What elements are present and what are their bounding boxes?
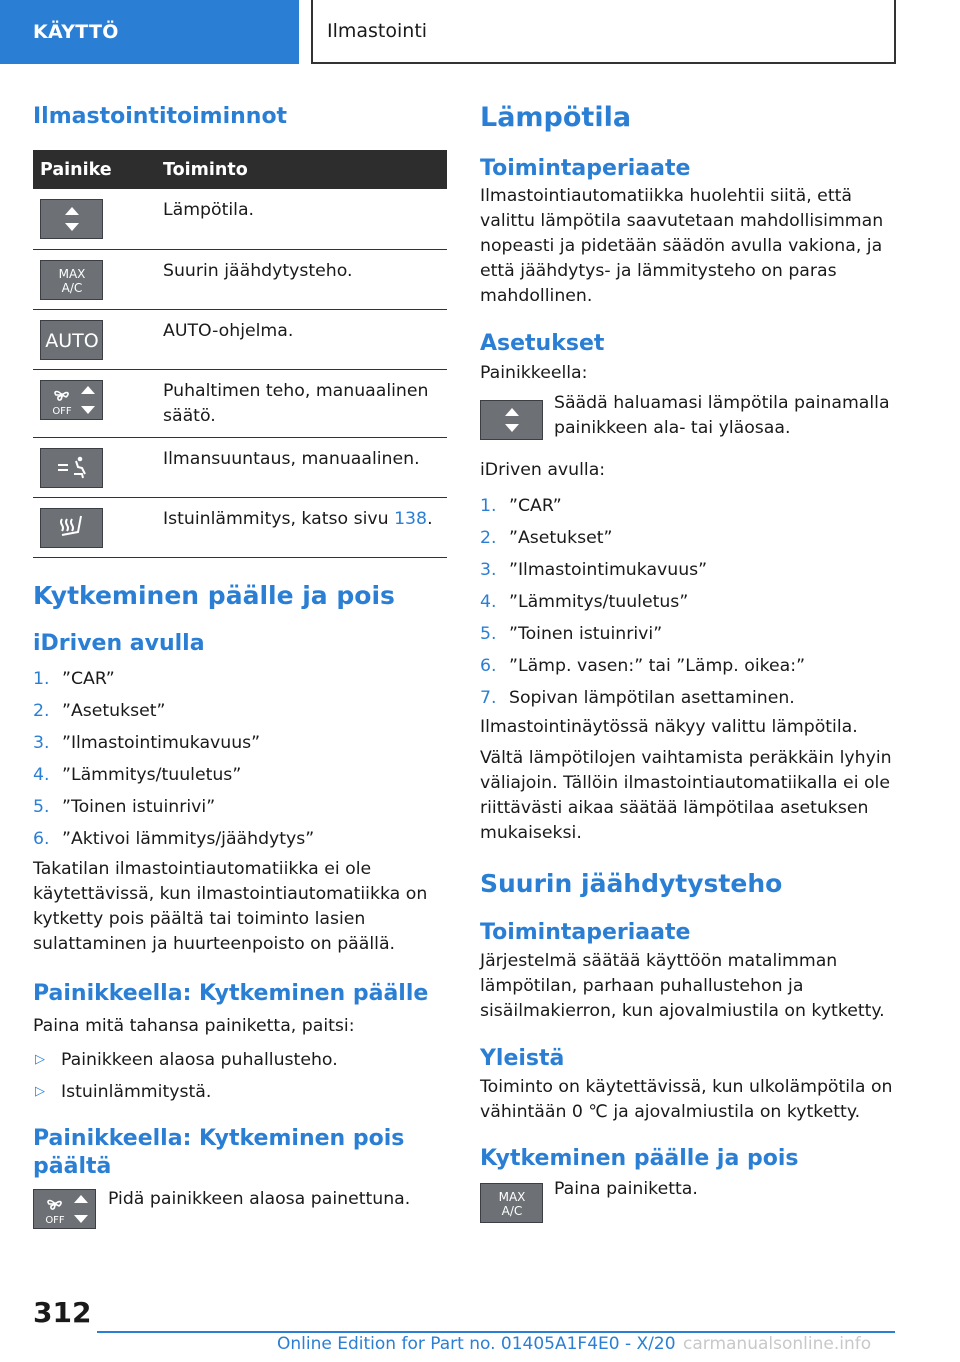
svg-text:A/C: A/C <box>501 1204 522 1218</box>
table-cell-text: Puhaltimen teho, manuaalinen säätö. <box>157 369 447 437</box>
button-off-heading: Painikkeella: Kytkeminen pois päältä <box>33 1125 405 1179</box>
list-item: 2. ”Asetukset” <box>480 528 613 548</box>
maxcool-heading: Suurin jäähdytysteho <box>480 869 783 898</box>
list-item: 3. ”Ilmastointimukavuus” <box>480 560 708 580</box>
temperature-rocker-icon <box>480 400 543 440</box>
maxcool-principle-heading: Toimintaperiaate <box>480 920 691 945</box>
settings-label: Painikkeella: <box>480 363 588 383</box>
table-row <box>33 249 447 309</box>
settings-button-row <box>480 395 900 453</box>
air-distribution-icon <box>40 448 103 488</box>
page-link[interactable]: 138 <box>394 508 428 529</box>
list-item: 5. ”Toinen istuinrivi” <box>480 624 663 644</box>
table-header-function: Toiminto <box>157 150 447 189</box>
footer-rule <box>97 1331 895 1333</box>
max-ac-icon <box>480 1183 543 1223</box>
list-item: 1. ”CAR” <box>33 668 115 689</box>
button-off-row <box>33 1187 447 1231</box>
idrive-heading: iDriven avulla <box>33 630 205 656</box>
settings-button-text: Säädä haluamasi lämpötila painamalla painikkeen ala- tai yläosaa. <box>554 393 890 438</box>
table-cell-text: Suurin jäähdytysteho. <box>157 249 447 309</box>
list-item: ▷ Istuinlämmitystä. <box>35 1081 212 1102</box>
list-item: 5. ”Toinen istuinrivi” <box>33 796 216 817</box>
idrive-note: Takatilan ilmastointiautomatiikka ei ole käytettävissä, kun ilmastointiautomatiikka on kytketty pois päältä tai toiminto lasien sulattaminen ja huurteenpoisto on päällä. <box>33 858 428 954</box>
onoff-heading: Kytkeminen päälle ja pois <box>33 580 395 610</box>
svg-text:OFF: OFF <box>51 405 72 417</box>
settings-heading: Asetukset <box>480 331 605 356</box>
idrive-steps <box>33 663 447 855</box>
display-text: Ilmastointinäytössä näkyy valittu lämpötila. <box>480 717 858 737</box>
watermark: carmanualsonline.info <box>683 1334 872 1354</box>
maxcool-button-row <box>480 1181 900 1225</box>
page-number: 312 <box>33 1296 92 1329</box>
idrive-steps <box>480 490 900 714</box>
list-item: 4. ”Lämmitys/tuuletus” <box>480 592 689 612</box>
maxcool-button-text: Paina painiketta. <box>554 1179 698 1199</box>
list-item: 4. ”Lämmitys/tuuletus” <box>33 764 242 785</box>
max-ac-icon <box>40 260 103 300</box>
table-row <box>33 369 447 437</box>
page-header <box>0 0 960 66</box>
list-item: 3. ”Ilmastointimukavuus” <box>33 732 261 753</box>
button-on-text: Paina mitä tahansa painiketta, paitsi: <box>33 1015 355 1036</box>
list-item: 6. ”Aktivoi lämmitys/jäähdytys” <box>33 828 315 849</box>
fan-off-icon <box>33 1189 96 1229</box>
temperature-heading: Lämpötila <box>480 102 632 133</box>
svg-text:A/C: A/C <box>61 280 82 295</box>
list-item: 2. ”Asetukset” <box>33 700 166 721</box>
list-item: 6. ”Lämp. vasen:” tai ”Lämp. oikea:” <box>480 656 806 676</box>
functions-heading: Ilmastointitoiminnot <box>33 104 288 129</box>
principle-heading: Toimintaperiaate <box>480 156 691 181</box>
svg-text:AUTO: AUTO <box>44 329 99 352</box>
svg-text:MAX: MAX <box>498 1190 525 1204</box>
table-cell-text: Lämpötila. <box>157 189 447 249</box>
page-title: Ilmastointi <box>311 0 896 64</box>
table-row <box>33 437 447 497</box>
button-on-exceptions <box>33 1044 447 1108</box>
edition-text: Online Edition for Part no. 01405A1F4E0 - X/20 <box>277 1334 676 1354</box>
temperature-rocker-icon <box>40 199 103 239</box>
left-column <box>33 96 447 1231</box>
table-header-button: Painike <box>33 150 157 189</box>
seat-heating-icon <box>40 508 103 548</box>
general-text: Toiminto on käytettävissä, kun ulkolämpötila on vähintään 0 ℃ ja ajovalmiustila on kytketty. <box>480 1077 893 1122</box>
svg-text:OFF: OFF <box>44 1214 65 1226</box>
auto-icon <box>40 320 103 360</box>
maxcool-principle-text: Järjestelmä säätää käyttöön matalimman lämpötilan, parhaan puhallustehon ja sisäilmakierron, kun ajovalmiustila on kytketty. <box>480 951 885 1021</box>
avoid-text: Vältä lämpötilojen vaihtamista peräkkäin lyhyin väliajoin. Tällöin ilmastointiautomatiikalla ei ole riittävästi aikaa säätää lämpötilaa asetuksen mukaiseksi. <box>480 748 892 843</box>
list-item: 1. ”CAR” <box>480 496 562 516</box>
list-item: 7. Sopivan lämpötilan asettaminen. <box>480 688 795 708</box>
section-tab: KÄYTTÖ <box>0 0 299 64</box>
general-heading: Yleistä <box>480 1046 565 1071</box>
table-cell-text: Ilmansuuntaus, manuaalinen. <box>157 437 447 497</box>
svg-text:MAX: MAX <box>58 266 85 281</box>
table-cell-text: AUTO-ohjelma. <box>157 309 447 369</box>
list-item: ▷ Painikkeen alaosa puhallusteho. <box>35 1049 338 1070</box>
idrive-label: iDriven avulla: <box>480 460 606 480</box>
table-cell-text: Istuinlämmitys, katso sivu 138. <box>157 497 447 557</box>
table-row <box>33 309 447 369</box>
right-column <box>480 96 900 1225</box>
functions-table <box>33 150 447 558</box>
table-row <box>33 189 447 249</box>
principle-text: Ilmastointiautomatiikka huolehtii siitä, että valittu lämpötila saavutetaan mahdollisimman nopeasti ja pidetään säädön avulla vakiona, ja että jäähdytys- ja lämmitysteho on paras mahdollinen. <box>480 186 884 306</box>
table-row <box>33 497 447 557</box>
maxcool-onoff-heading: Kytkeminen päälle ja pois <box>480 1146 799 1171</box>
button-on-heading: Painikkeella: Kytkeminen päälle <box>33 980 429 1006</box>
fan-off-icon <box>40 380 103 420</box>
button-off-text: Pidä painikkeen alaosa painettuna. <box>108 1188 411 1209</box>
